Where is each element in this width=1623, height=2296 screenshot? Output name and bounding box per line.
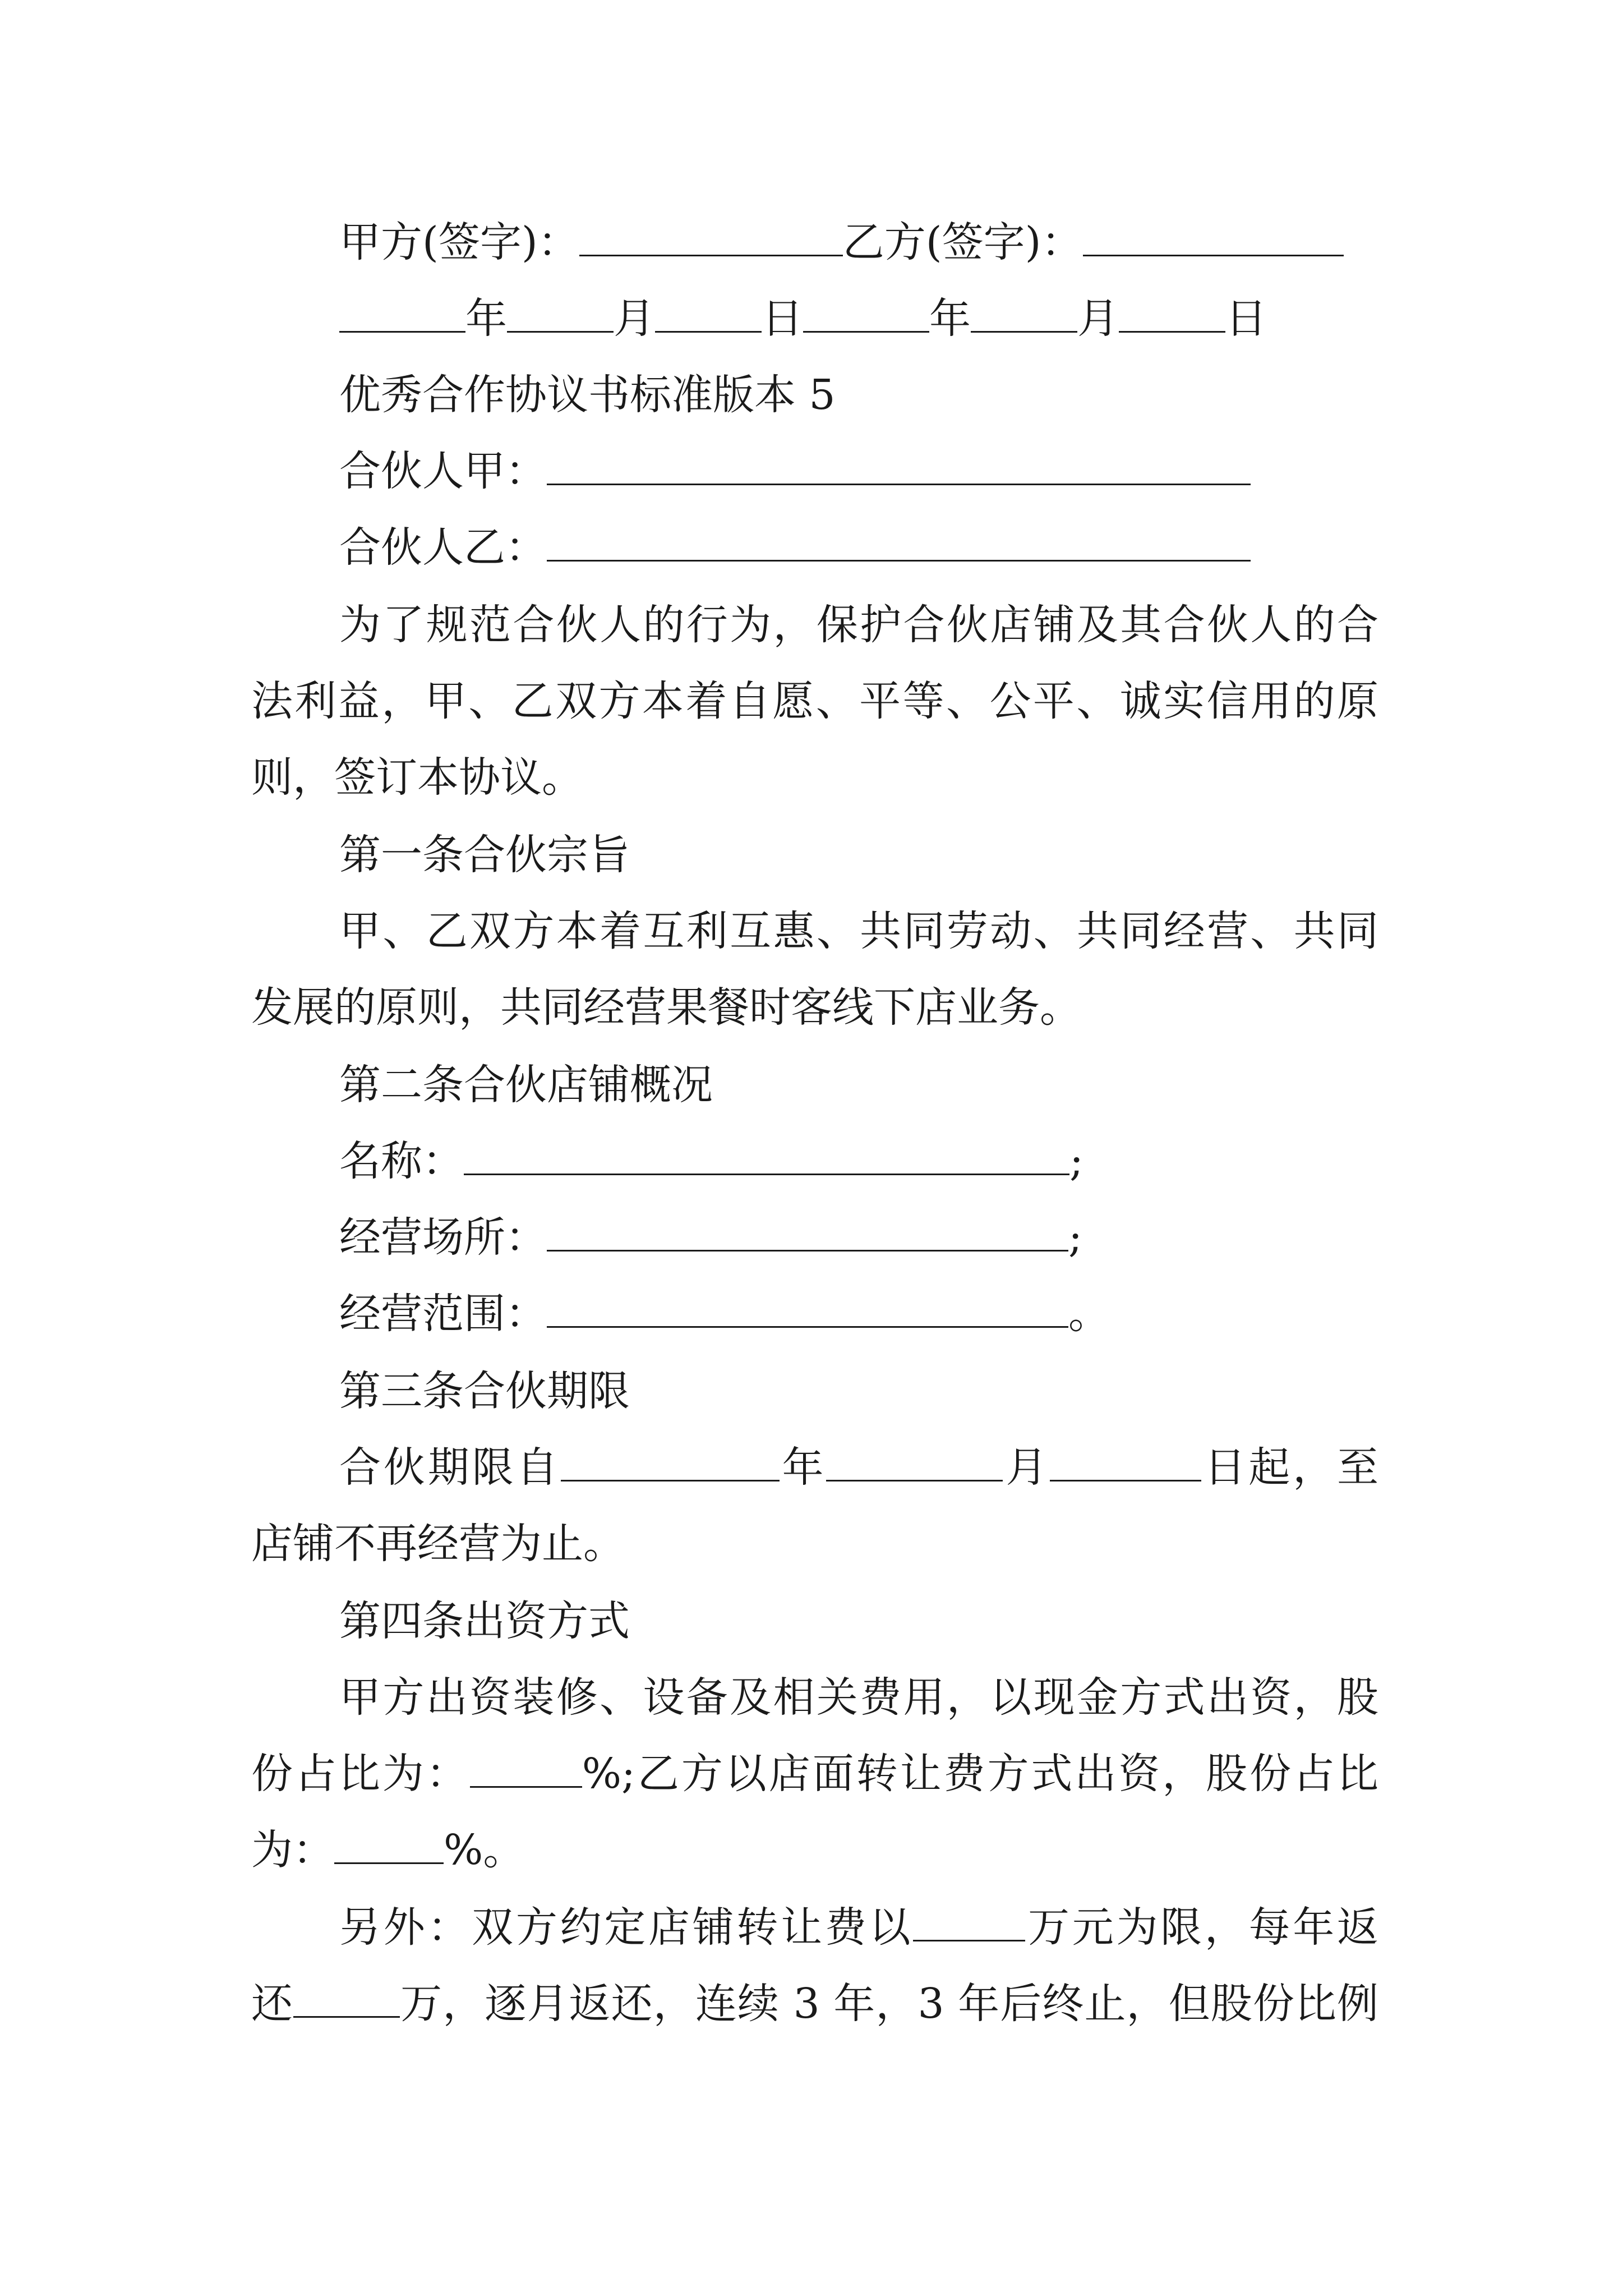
article-2-title: 第二条合伙店铺概况: [339, 1061, 713, 1109]
party-b-day-blank: [1119, 296, 1225, 333]
term-month-label: 月: [1003, 1443, 1050, 1492]
business-place-blank: [547, 1215, 1068, 1251]
store-name-semicolon: ;: [1069, 1137, 1083, 1185]
term-month-blank: [826, 1445, 1003, 1481]
party-b-year-blank: [803, 296, 929, 333]
partner-b-line: [339, 519, 1378, 576]
party-b-share-prefix: 为：: [251, 1826, 334, 1874]
document-heading: 优秀合作协议书标准版本 5: [339, 371, 836, 419]
party-b-year-label: 年: [929, 295, 971, 343]
party-a-day-blank: [655, 296, 762, 333]
partner-b-label: 合伙人乙：: [339, 523, 547, 572]
partner-a-line: [339, 443, 1378, 499]
party-a-share-suffix: %;乙方以店面转让费方式出资，股份占比: [582, 1750, 1378, 1798]
term-year-blank: [561, 1445, 780, 1481]
article-4-line-3: [251, 1822, 1378, 1878]
article-1-line-1: 甲、乙双方本着互利互惠、共同劳动、共同经营、共同: [339, 907, 1378, 955]
party-a-signature-label: 甲方(签字)：: [339, 218, 579, 266]
article-4-title: 第四条出资方式: [339, 1597, 630, 1645]
business-place-label: 经营场所：: [339, 1213, 547, 1262]
transfer-fee-blank: [913, 1905, 1025, 1941]
preamble-line-2: 法利益，甲、乙双方本着自愿、平等、公平、诚实信用的原: [251, 677, 1378, 725]
business-place-line: [339, 1209, 1378, 1266]
party-b-share-blank: [334, 1828, 444, 1864]
term-prefix: 合伙期限自: [339, 1443, 561, 1492]
article-4-line-1: 甲方出资装修、设备及相关费用，以现金方式出资，股: [339, 1673, 1378, 1722]
party-a-share-blank: [470, 1751, 582, 1788]
annual-return-prefix: 还: [251, 1980, 294, 2028]
article-4-extra-line-2: [251, 1976, 1378, 2032]
signature-date-line: [339, 291, 1378, 347]
store-name-blank: [464, 1139, 1069, 1175]
preamble-line-1: 为了规范合伙人的行为，保护合伙店铺及其合伙人的合: [339, 601, 1378, 649]
partner-a-blank: [547, 449, 1251, 485]
preamble-line-3: 则，签订本协议。: [251, 753, 583, 802]
store-name-line: [339, 1133, 1378, 1189]
signature-line: [339, 214, 1378, 270]
partnership-term-line-2: 店铺不再经营为止。: [251, 1520, 625, 1568]
business-scope-label: 经营范围：: [339, 1290, 547, 1338]
business-scope-period: 。: [1068, 1290, 1110, 1338]
party-b-signature-label: 乙方(签字)：: [842, 218, 1083, 266]
party-a-month-blank: [507, 296, 614, 333]
partnership-term-line-1: [339, 1439, 1378, 1496]
term-day-blank: [1050, 1445, 1201, 1481]
term-day-suffix: 日起，至: [1201, 1443, 1379, 1492]
transfer-fee-prefix: 另外：双方约定店铺转让费以: [339, 1903, 914, 1952]
party-b-month-label: 月: [1077, 295, 1119, 343]
business-place-semicolon: ;: [1068, 1213, 1082, 1262]
store-name-label: 名称：: [339, 1137, 464, 1185]
business-scope-blank: [547, 1291, 1068, 1328]
party-b-month-blank: [971, 296, 1077, 333]
party-a-signature-blank: [579, 220, 843, 256]
partner-a-label: 合伙人甲：: [339, 447, 547, 495]
article-4-extra-line-1: [339, 1899, 1378, 1955]
annual-return-blank: [293, 1981, 400, 2018]
article-4-line-2: [251, 1746, 1378, 1802]
party-a-share-prefix: 份占比为：: [251, 1750, 470, 1798]
article-1-line-2: 发展的原则，共同经营果餐时客线下店业务。: [251, 983, 1081, 1032]
article-1-title: 第一条合伙宗旨: [339, 831, 630, 879]
party-b-share-suffix: %。: [444, 1826, 525, 1874]
party-a-year-label: 年: [465, 295, 507, 343]
party-a-month-label: 月: [614, 295, 655, 343]
party-b-signature-blank: [1083, 220, 1344, 256]
annual-return-suffix: 万，逐月返还，连续 3 年，3 年后终止，但股份比例: [400, 1980, 1378, 2028]
article-3-title: 第三条合伙期限: [339, 1367, 630, 1415]
party-a-year-blank: [339, 296, 465, 333]
partner-b-blank: [547, 525, 1251, 562]
business-scope-line: [339, 1286, 1378, 1342]
term-year-label: 年: [779, 1443, 827, 1492]
transfer-fee-suffix: 万元为限，每年返: [1025, 1903, 1379, 1952]
party-a-day-label: 日: [762, 295, 803, 343]
party-b-day-label: 日: [1225, 295, 1267, 343]
